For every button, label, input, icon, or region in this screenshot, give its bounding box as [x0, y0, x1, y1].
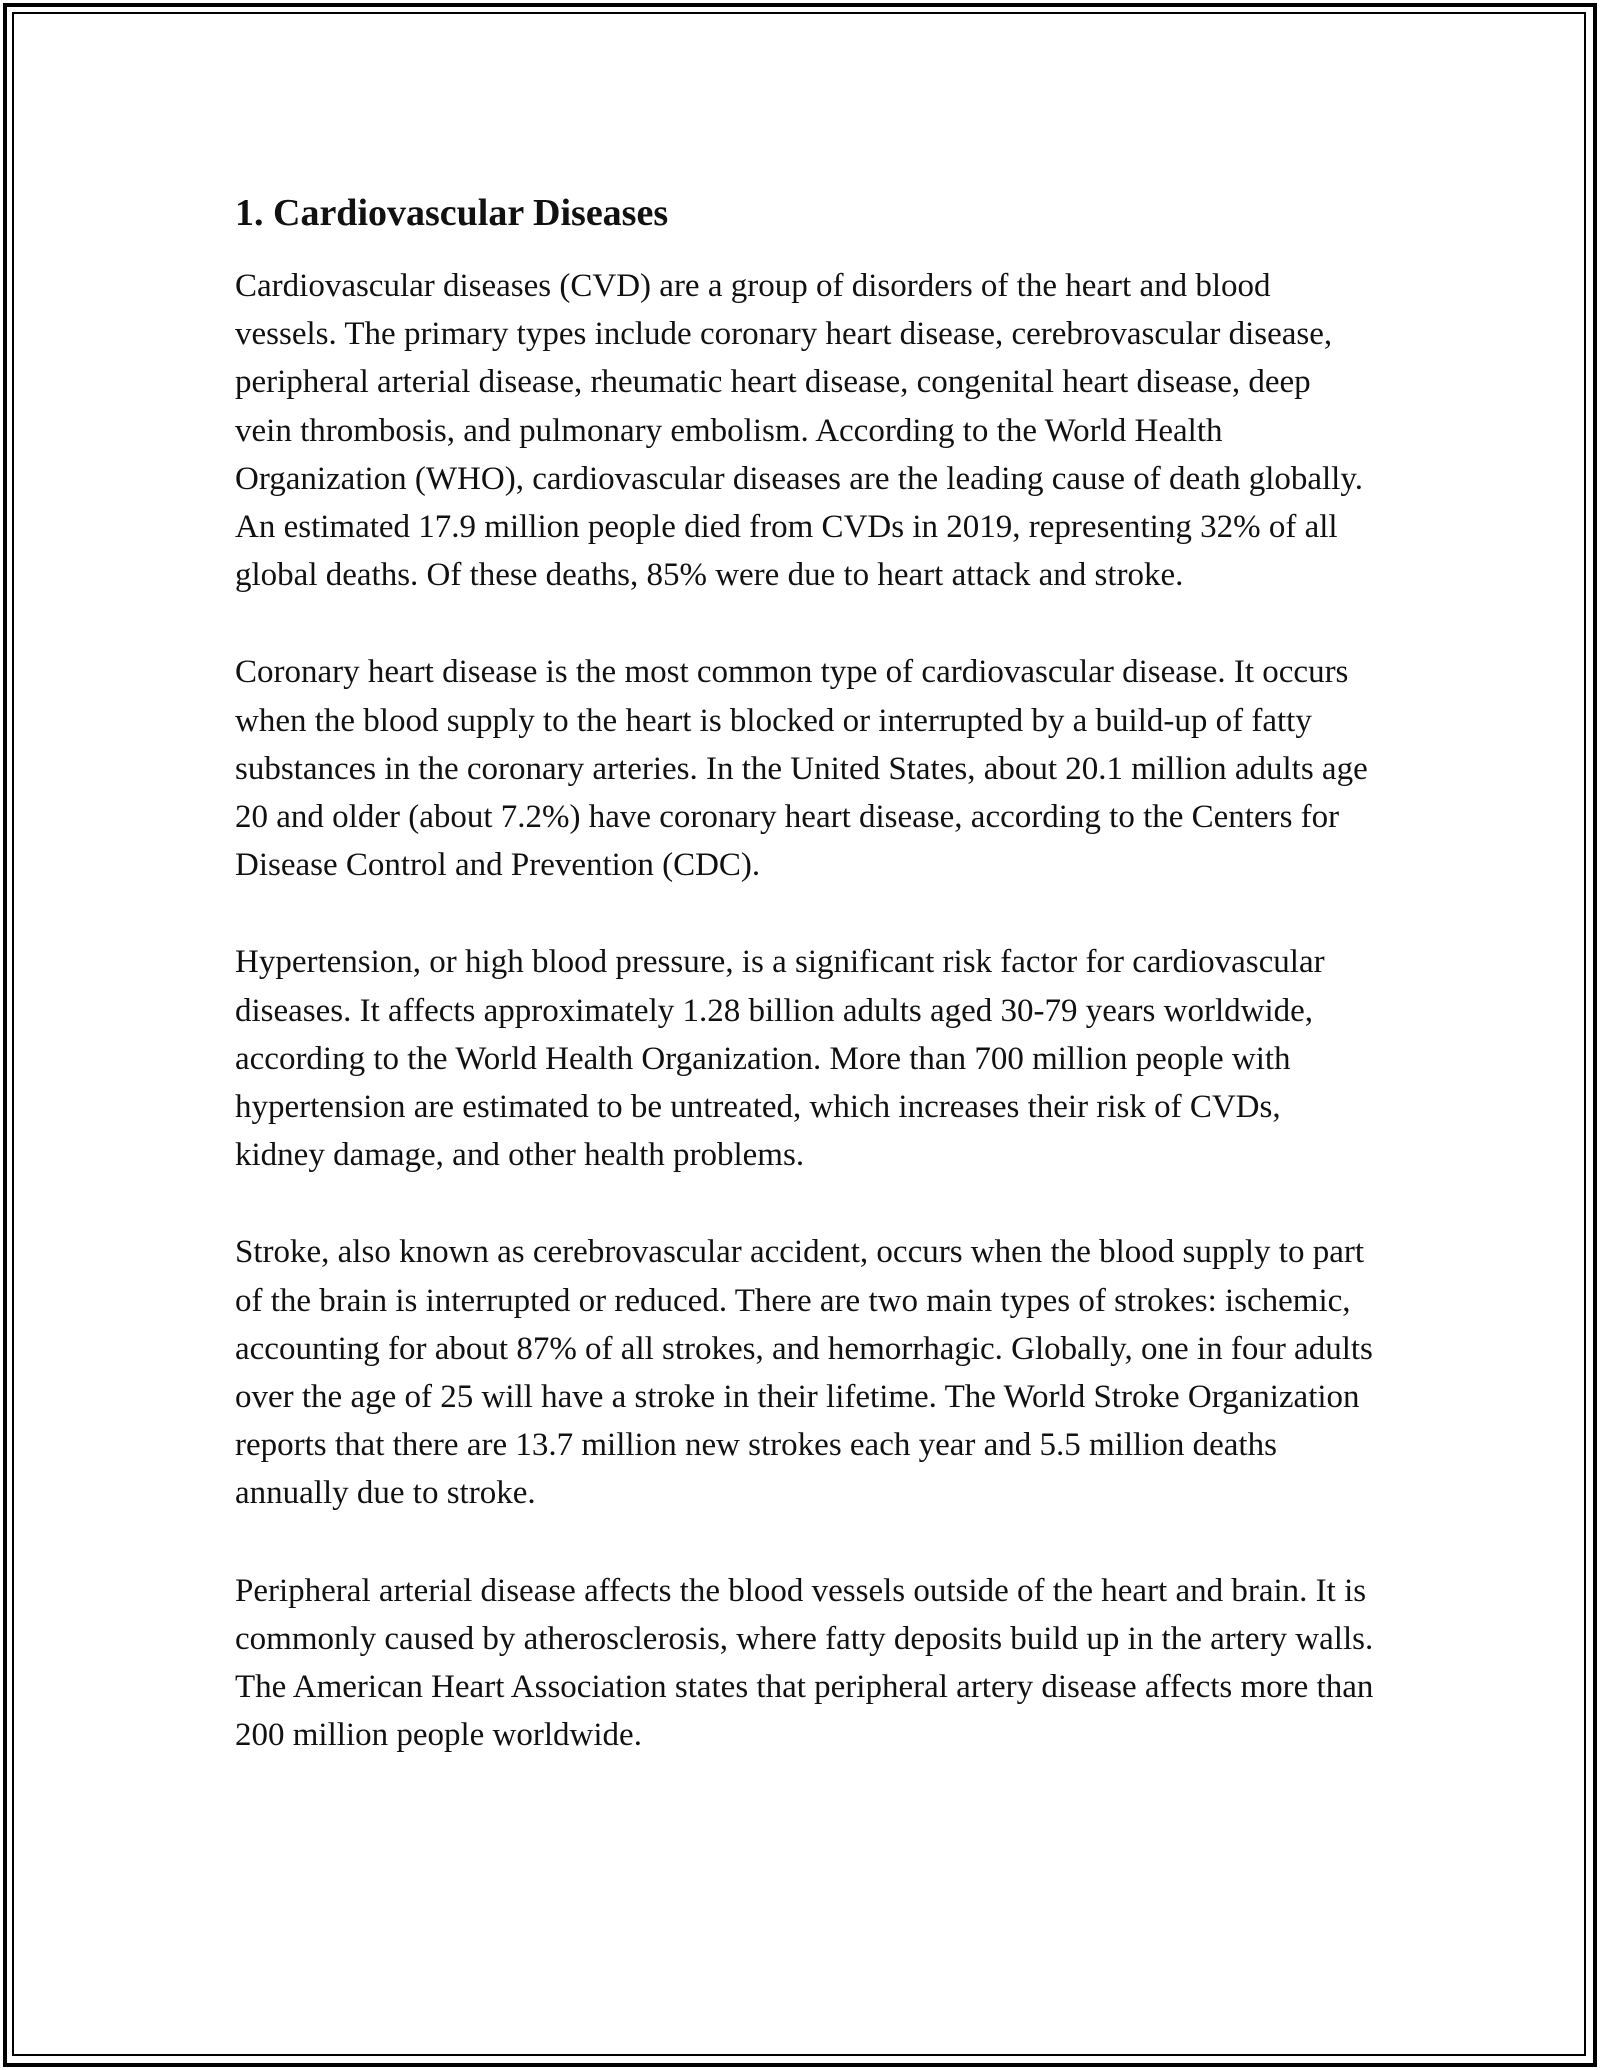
- paragraph-stroke: Stroke, also known as cerebrovascular accident, occurs when the blood supply to part of the brain is interrupted or reduced. There are two main types of strokes: ischemic, accounting for about 87% of all strokes, and hemorrhagic. Globally, one in four adults over the age of 25 will have a stroke in their lifetime. The World Stroke Organization reports that there are 13.7 million new strokes each year and 5.5 million deaths annually due to stroke.: [235, 1234, 1373, 1512]
- document-body: [235, 188, 1375, 1759]
- paragraph-hypertension: Hypertension, or high blood pressure, is a significant risk factor for cardiovascular diseases. It affects approximately 1.28 billion adults aged 30-79 years worldwide, according to the World Health Organization. More than 700 million people with hypertension are estimated to be untreated, which increases their risk of CVDs, kidney damage, and other health problems.: [235, 944, 1325, 1174]
- paragraph-peripheral-arterial-disease: Peripheral arterial disease affects the blood vessels outside of the heart and brain. It is commonly caused by atherosclerosis, where fatty deposits build up in the artery walls. The American Heart Association states that peripheral artery disease affects more than 200 million people worldwide.: [235, 1572, 1374, 1754]
- section-title: 1. Cardiovascular Diseases: [235, 192, 669, 234]
- paragraph-coronary-heart-disease: Coronary heart disease is the most common type of cardiovascular disease. It occurs when the blood supply to the heart is blocked or interrupted by a build-up of fatty substances in the coronary arteries. In the United States, about 20.1 million adults age 20 and older (about 7.2%) have coronary heart disease, according to the Centers for Disease Control and Prevention (CDC).: [235, 654, 1368, 884]
- paragraph-cvd-overview: Cardiovascular diseases (CVD) are a group of disorders of the heart and blood vessels. The primary types include coronary heart disease, cerebrovascular disease, peripheral arterial disease, rheumatic heart disease, congenital heart disease, deep vein thrombosis, and pulmonary embolism. According to the World Health Organization (WHO), cardiovascular diseases are the leading cause of death globally. An estimated 17.9 million people died from CVDs in 2019, representing 32% of all global deaths. Of these deaths, 85% were due to heart attack and stroke.: [235, 268, 1363, 594]
